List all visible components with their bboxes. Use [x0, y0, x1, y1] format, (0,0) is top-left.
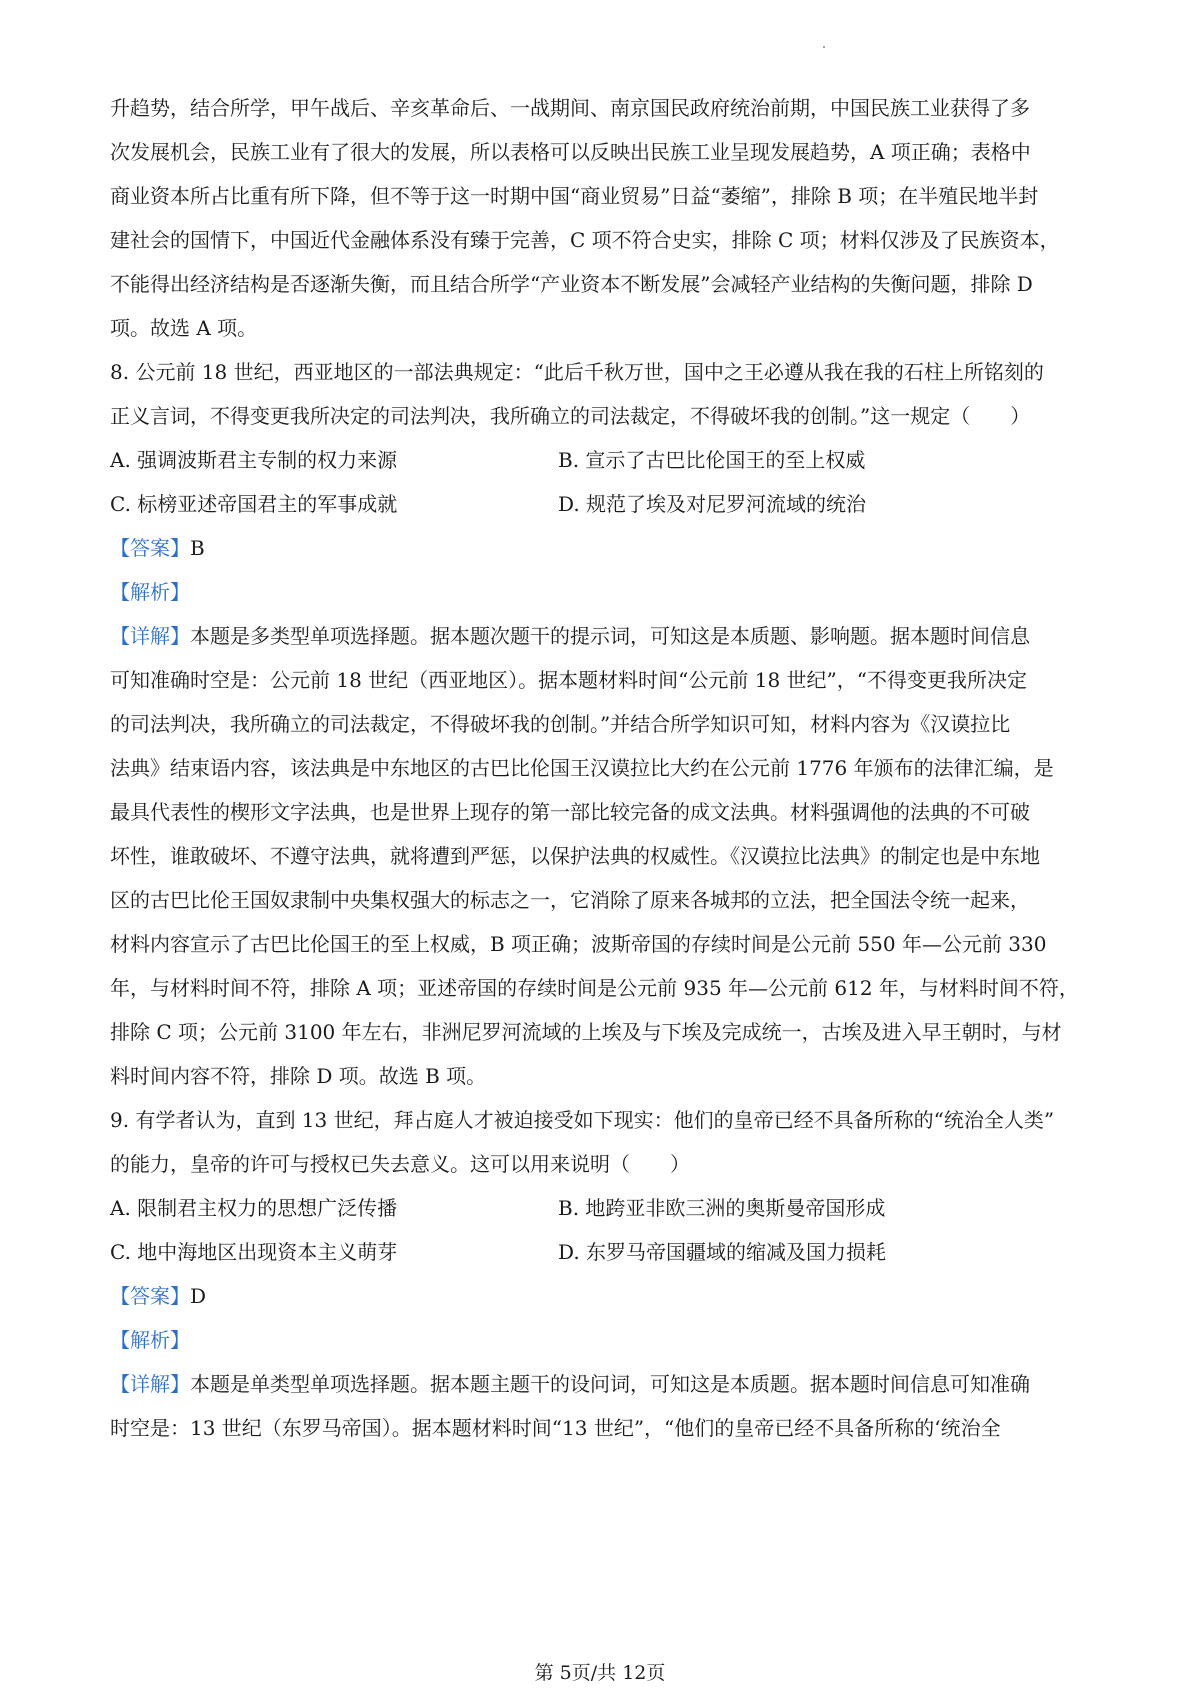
question-9-stem: 9. 有学者认为，直到 13 世纪，拜占庭人才被迫接受如下现实：他们的皇帝已经不具备所称的“统治全人类” — [110, 1108, 1055, 1132]
question-8-stem: 正义言词，不得变更我所决定的司法判决，我所确立的司法裁定，不得破坏我的创制。”这一规定（ ） — [110, 404, 1031, 428]
q9-answer — [110, 1282, 1110, 1310]
detail-text: 本题是多类型单项选择题。据本题次题干的提示词，可知这是本质题、影响题。据本题时间信息 — [190, 624, 1030, 648]
answer-value: B — [190, 536, 205, 560]
q8-option-a: A. 强调波斯君主专制的权力来源 — [110, 448, 398, 472]
q8-detail-line: 料时间内容不符，排除 D 项。故选 B 项。 — [110, 1064, 487, 1088]
detail-tag: 【详解】 — [110, 624, 190, 648]
q8-answer — [110, 534, 1110, 562]
analysis-tag: 【解析】 — [110, 580, 190, 604]
paragraph-line: 升趋势，结合所学，甲午战后、辛亥革命后、一战期间、南京国民政府统治前期，中国民族工业获得了多 — [110, 96, 1030, 120]
paragraph-line: 建社会的国情下，中国近代金融体系没有臻于完善，C 项不符合史实，排除 C 项；材料仅涉及了民族资本， — [110, 228, 1060, 252]
paragraph-line: 次发展机会，民族工业有了很大的发展，所以表格可以反映出民族工业呈现发展趋势，A 项正确；表格中 — [110, 140, 1031, 164]
q9-option-a: A. 限制君主权力的思想广泛传播 — [110, 1196, 398, 1220]
q8-detail-line: 坏性，谁敢破坏、不遵守法典，就将遭到严惩，以保护法典的权威性。《汉谟拉比法典》的制定也是中东地 — [110, 844, 1040, 868]
q8-detail-line: 年，与材料时间不符，排除 A 项；亚述帝国的存续时间是公元前 935 年—公元前 612 年，与材料时间不符， — [110, 976, 1079, 1000]
q9-option-b: B. 地跨亚非欧三洲的奥斯曼帝国形成 — [558, 1196, 886, 1220]
q8-detail-line: 法典》结束语内容，该法典是中东地区的古巴比伦国王汉谟拉比大约在公元前 1776 年颁布的法律汇编，是 — [110, 756, 1054, 780]
q8-option-d: D. 规范了埃及对尼罗河流域的统治 — [558, 492, 867, 516]
paragraph-line: 项。故选 A 项。 — [110, 316, 258, 340]
q9-option-d: D. 东罗马帝国疆域的缩减及国力损耗 — [558, 1240, 887, 1264]
answer-tag: 【答案】 — [110, 536, 190, 560]
answer-value: D — [190, 1284, 207, 1308]
question-8-stem: 8. 公元前 18 世纪，西亚地区的一部法典规定：“此后千秋万世，国中之王必遵从我在我的石柱上所铭刻的 — [110, 360, 1044, 384]
question-9-stem: 的能力，皇帝的许可与授权已失去意义。这可以用来说明（ ） — [110, 1152, 690, 1176]
q8-detail-line: 的司法判决，我所确立的司法裁定，不得破坏我的创制。”并结合所学知识可知，材料内容为《汉谟拉比 — [110, 712, 1011, 736]
page-footer: 第 5页/共 12页 — [534, 1662, 666, 1684]
paragraph-line: 不能得出经济结构是否逐渐失衡，而且结合所学“产业资本不断发展”会减轻产业结构的失衡问题，排除 D — [110, 272, 1033, 296]
analysis-tag: 【解析】 — [110, 1328, 190, 1352]
q8-detail-line: 区的古巴比伦王国奴隶制中央集权强大的标志之一，它消除了原来各城邦的立法，把全国法令统一起来， — [110, 888, 1030, 912]
detail-tag: 【详解】 — [110, 1372, 190, 1396]
q9-detail-line — [110, 1370, 1110, 1398]
scan-speck — [823, 46, 825, 48]
q8-analysis-heading — [110, 578, 1110, 606]
q8-detail-line: 材料内容宣示了古巴比伦国王的至上权威，B 项正确；波斯帝国的存续时间是公元前 550 年—公元前 330 — [110, 932, 1047, 956]
q9-detail-line: 时空是：13 世纪（东罗马帝国）。据本题材料时间“13 世纪”，“他们的皇帝已经不具备所称的‘统治全 — [110, 1416, 1001, 1440]
paragraph-line: 商业资本所占比重有所下降，但不等于这一时期中国“商业贸易”日益“萎缩”，排除 B 项；在半殖民地半封 — [110, 184, 1039, 208]
answer-tag: 【答案】 — [110, 1284, 190, 1308]
q8-option-c: C. 标榜亚述帝国君主的军事成就 — [110, 492, 398, 516]
q8-detail-line: 排除 C 项；公元前 3100 年左右，非洲尼罗河流域的上埃及与下埃及完成统一，古埃及进入早王朝时，与材 — [110, 1020, 1062, 1044]
q8-detail-line: 可知准确时空是：公元前 18 世纪（西亚地区）。据本题材料时间“公元前 18 世纪”，“不得变更我所决定 — [110, 668, 1028, 692]
q8-detail-line — [110, 622, 1110, 650]
q9-option-c: C. 地中海地区出现资本主义萌芽 — [110, 1240, 398, 1264]
detail-text: 本题是单类型单项选择题。据本题主题干的设问词，可知这是本质题。据本题时间信息可知准确 — [190, 1372, 1030, 1396]
q8-option-b: B. 宣示了古巴比伦国王的至上权威 — [558, 448, 866, 472]
q9-analysis-heading — [110, 1326, 1110, 1354]
q8-detail-line: 最具代表性的楔形文字法典，也是世界上现存的第一部比较完备的成文法典。材料强调他的法典的不可破 — [110, 800, 1030, 824]
